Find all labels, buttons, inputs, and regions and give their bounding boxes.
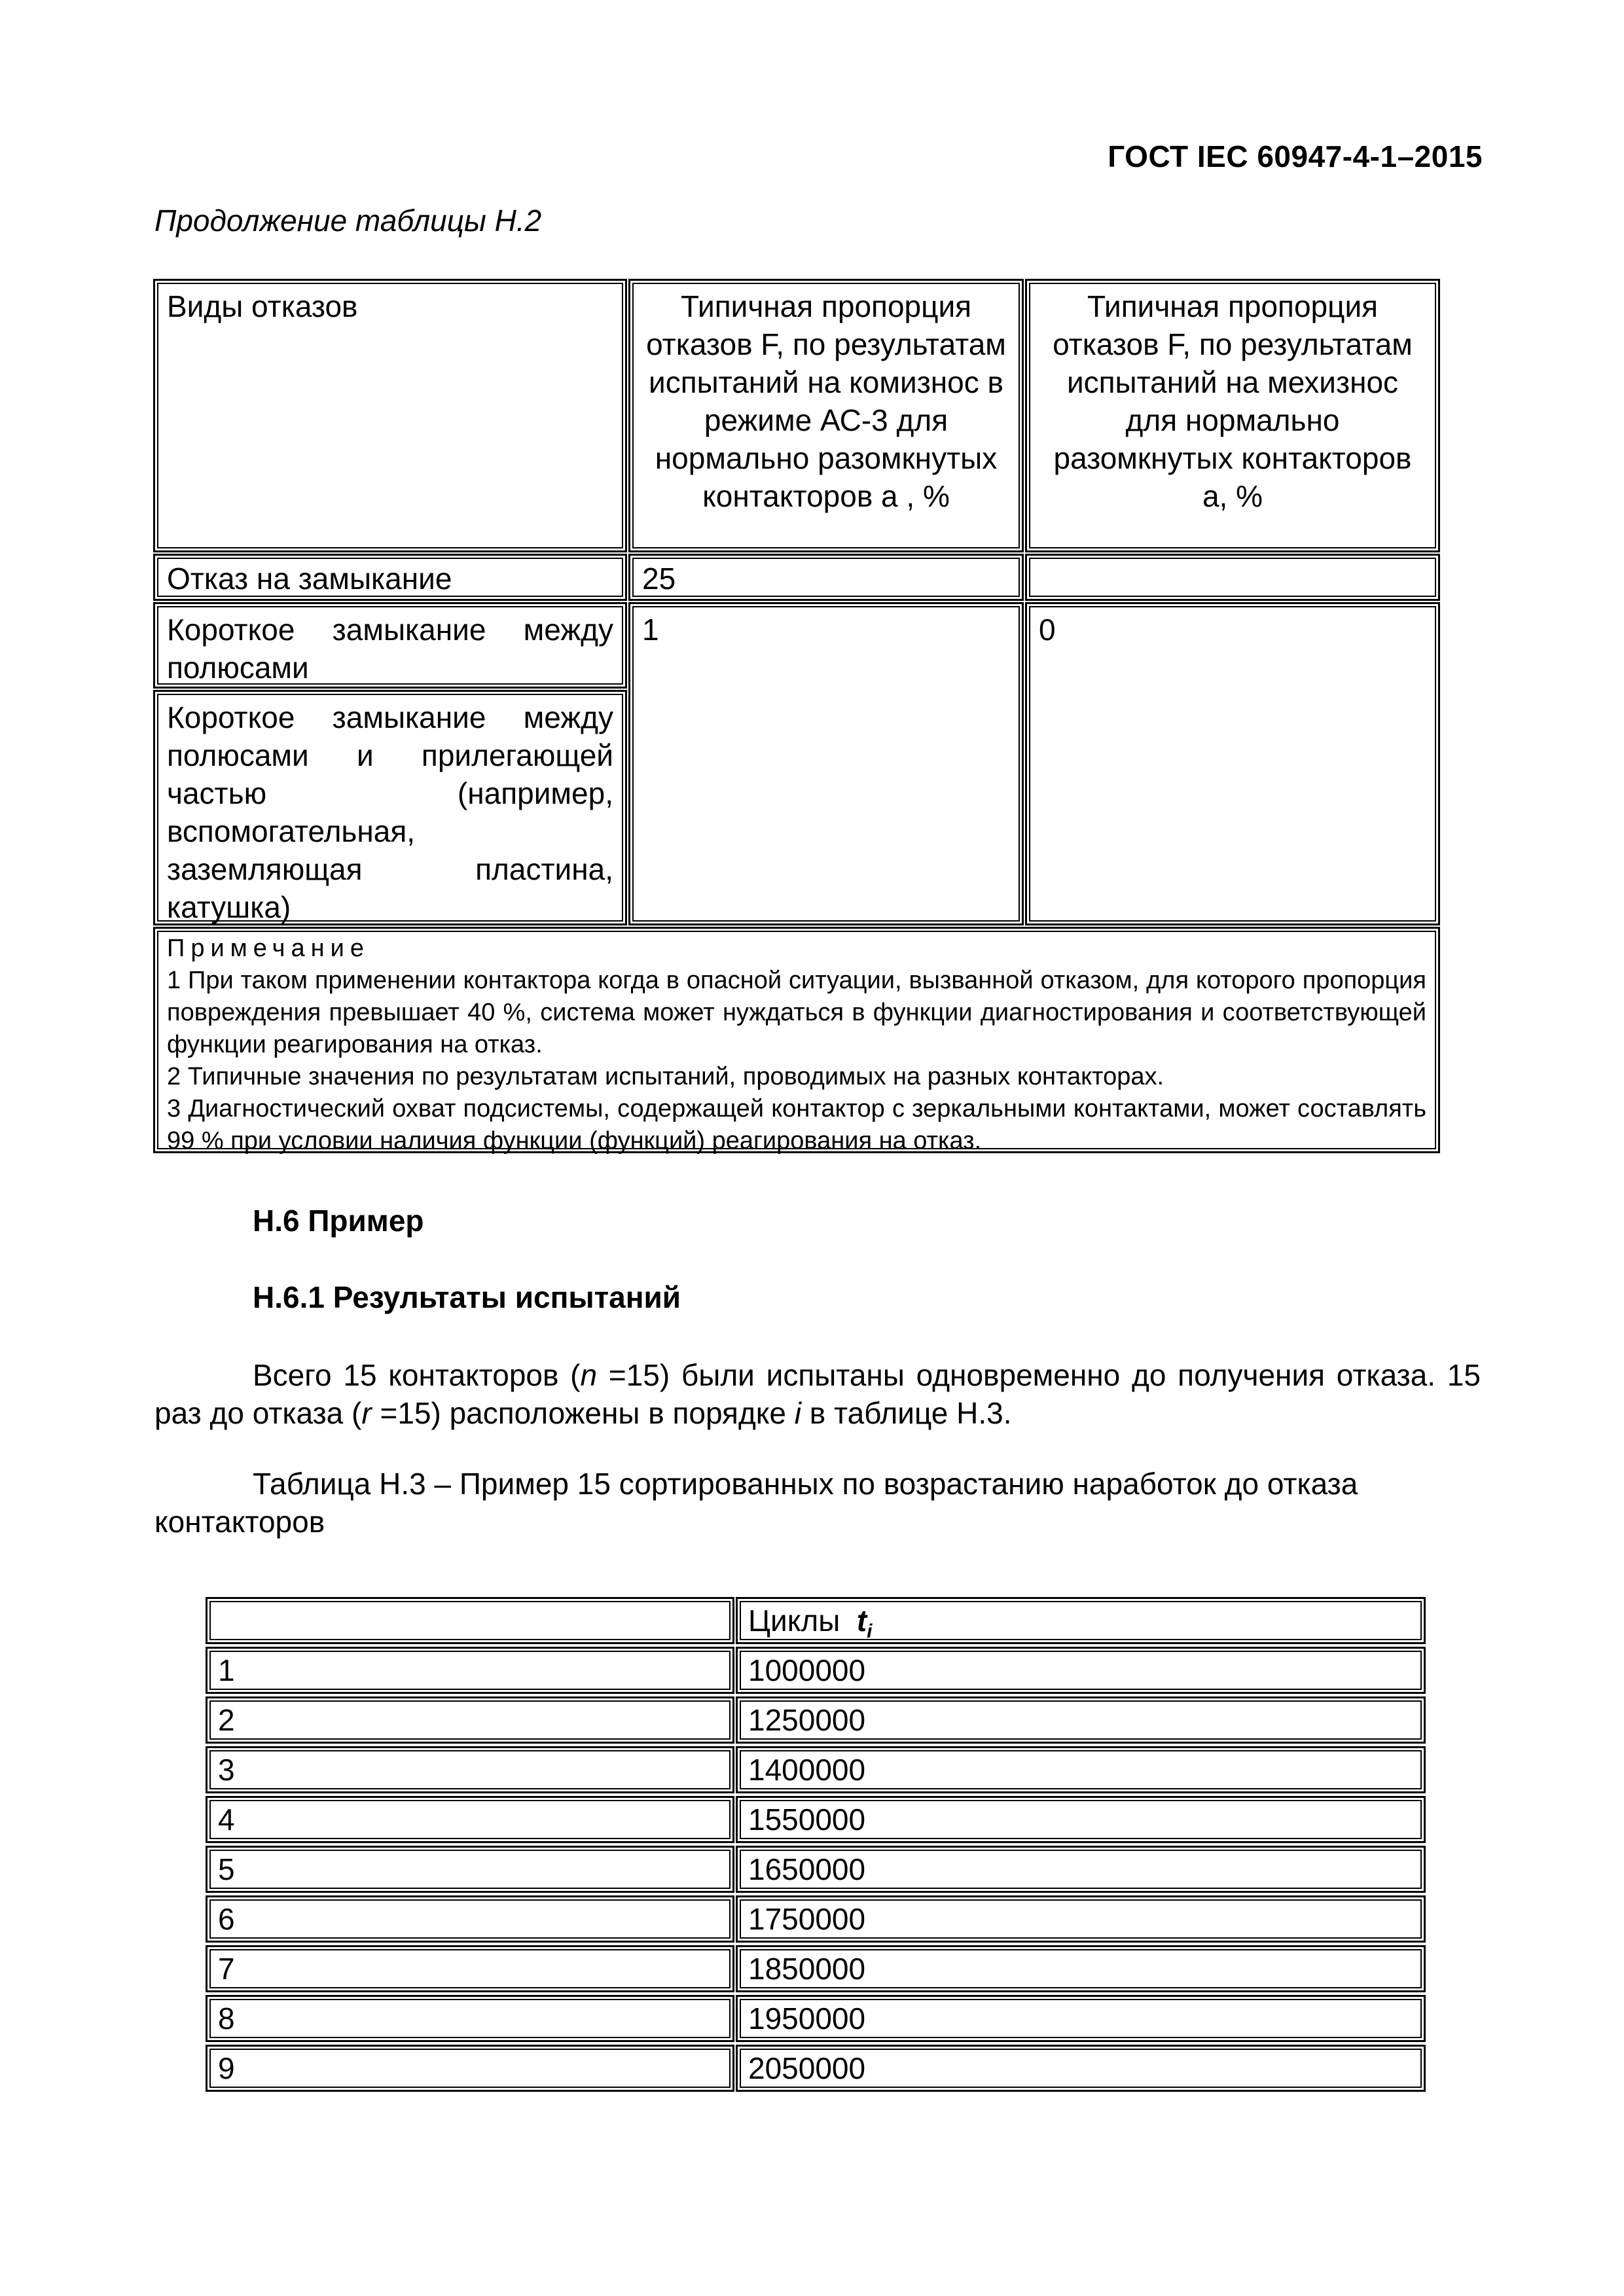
cell-text: 1000000 <box>748 1653 866 1687</box>
table-h2-header-mech <box>1025 279 1440 552</box>
table-h3-index-cell <box>206 1696 734 1744</box>
cell-text: Короткое замыкание между полюсами и прилегающей частью (например, вспомогательная, заземляющая пластина, катушка) <box>167 700 613 924</box>
paragraph-text: Всего 15 контакторов ( <box>253 1358 581 1392</box>
cell-text: 1 <box>642 613 659 647</box>
cell-text: 2050000 <box>748 2051 866 2085</box>
table-h3-cycles-cell <box>736 1696 1426 1744</box>
table-h2-row2-type <box>153 602 627 689</box>
cell-text: 0 <box>1039 613 1056 647</box>
table-h3-index-cell <box>206 1796 734 1843</box>
table-h2-header-failure-type <box>153 279 627 552</box>
table-h3-cycles-cell <box>736 1995 1426 2042</box>
note-line-2: 2 Типичные значения по результатам испытаний, проводимых на разных контакторах. <box>167 1063 1164 1090</box>
header-text: Типичная пропорция отказов F, по результатам испытаний на мехизнос для нормально разомкнутых контакторов а, % <box>1053 289 1413 513</box>
caption-text: Таблица Н.3 – Пример 15 сортированных по возрастанию наработок до отказа контакторов <box>154 1467 1358 1539</box>
cell-text: 1550000 <box>748 1803 866 1837</box>
header-text: Виды отказов <box>167 289 358 323</box>
symbol-r: r <box>361 1396 372 1430</box>
table-h2-row1-mech <box>1025 554 1440 601</box>
cell-text: 6 <box>218 1902 235 1936</box>
table-h3-index-cell <box>206 1846 734 1893</box>
cell-text: 8 <box>218 2001 235 2036</box>
cell-text: 1400000 <box>748 1753 866 1787</box>
symbol-i: i <box>794 1396 802 1430</box>
cell-text: 1950000 <box>748 2001 866 2036</box>
t-symbol: $t_i$ <box>856 1604 873 1643</box>
cell-text: 2 <box>218 1703 235 1737</box>
table-h3-header-cycles <box>736 1597 1426 1644</box>
table-h3-cycles-cell <box>736 1846 1426 1893</box>
cell-text: 25 <box>642 562 676 596</box>
cell-text: Отказ на замыкание <box>167 562 452 596</box>
table-h2-row2-ac3 <box>628 602 1024 925</box>
table-h2-row3-type <box>153 690 627 925</box>
header-text: Типичная пропорция отказов F, по результатам испытаний на комизнос в режиме АС-3 для нормально разомкнутых контакторов а , % <box>646 289 1006 513</box>
standard-code: ГОСТ IEC 60947-4-1–2015 <box>1108 139 1483 173</box>
symbol-n: n <box>580 1358 598 1392</box>
table-h3-index-cell <box>206 2045 734 2092</box>
paragraph-text: =15) расположены в порядке <box>371 1396 795 1430</box>
cell-text: 1650000 <box>748 1852 866 1886</box>
cell-text: 4 <box>218 1803 235 1837</box>
table-h3-index-cell <box>206 1746 734 1793</box>
table-h3-cycles-cell <box>736 1895 1426 1943</box>
cell-text: 9 <box>218 2051 235 2085</box>
table-h3-cycles-cell <box>736 1746 1426 1793</box>
table-h3-cycles-cell <box>736 2045 1426 2092</box>
cell-text: 5 <box>218 1852 235 1886</box>
section-heading-h6: Н.6 Пример <box>253 1204 424 1238</box>
table-h2-row2-mech <box>1025 602 1440 925</box>
header-label: Циклы <box>748 1604 840 1638</box>
table-h2-note <box>153 927 1440 1153</box>
cell-text: 1750000 <box>748 1902 866 1936</box>
table-h3-cycles-cell <box>736 1945 1426 1992</box>
table-continuation-caption: Продолжение таблицы Н.2 <box>154 204 542 238</box>
section-heading-h61: Н.6.1 Результаты испытаний <box>253 1280 681 1314</box>
table-h3-index-cell <box>206 1945 734 1992</box>
cell-text: Короткое замыкание между полюсами <box>167 613 613 685</box>
cell-text <box>748 1602 873 1651</box>
table-h3-caption <box>154 1465 1481 1541</box>
table-h3-header-blank <box>206 1597 734 1644</box>
cell-text: 3 <box>218 1753 235 1787</box>
results-paragraph <box>154 1356 1481 1432</box>
cell-text: 7 <box>218 1952 235 1986</box>
table-h3-index-cell <box>206 1895 734 1943</box>
cell-text: 1 <box>218 1653 235 1687</box>
cell-text: 1250000 <box>748 1703 866 1737</box>
paragraph-text: =15) были испытаны одновременно до получения отказа. 15 раз до отказа ( <box>154 1358 1481 1430</box>
note-line-3: 3 Диагностический охват подсистемы, содержащей контактор с зеркальными контактами, может составлять 99 % при условии наличия функции (функций) реагирования на отказ. <box>167 1095 1426 1155</box>
note-line-1: 1 При таком применении контактора когда в опасной ситуации, вызванной отказом, для которого пропорция повреждения превышает 40 %, система может нуждаться в функции диагностирования и соответствующей функции реагирования на отказ. <box>167 967 1426 1058</box>
table-h2-row1-ac3 <box>628 554 1024 601</box>
table-h3-index-cell <box>206 1647 734 1694</box>
table-h3-cycles-cell <box>736 1796 1426 1843</box>
paragraph-text: в таблице Н.3. <box>801 1396 1012 1430</box>
note-title: Примечание <box>167 935 370 962</box>
table-h2-row1-type <box>153 554 627 601</box>
cell-text: 1850000 <box>748 1952 866 1986</box>
table-h3-index-cell <box>206 1995 734 2042</box>
table-h2-header-ac3 <box>628 279 1024 552</box>
table-h3-cycles-cell <box>736 1647 1426 1694</box>
